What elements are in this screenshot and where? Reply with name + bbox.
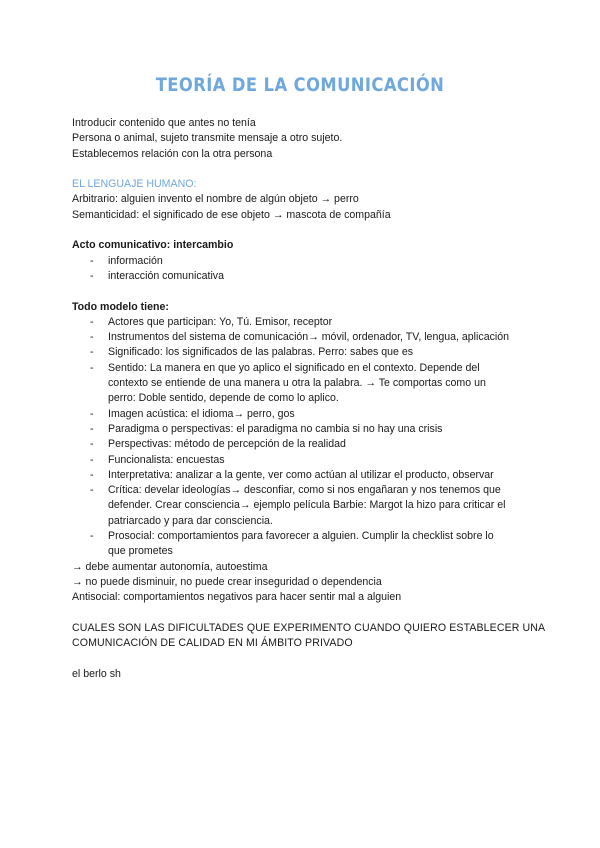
question-line: CUALES SON LAS DIFICULTADES QUE EXPERIMENTO CUANDO QUIERO ESTABLECER UNA	[72, 621, 546, 634]
list-item-line: - Perspectivas: método de percepción de la realidad	[108, 438, 346, 451]
intro-line: Introducir contenido que antes no tenía	[72, 117, 256, 129]
modelo-after-line: → debe aumentar autonomía, autoestima	[72, 560, 268, 573]
list-item-line: - Actores que participan: Yo, Tú. Emisor, receptor	[108, 315, 333, 328]
intro-line: Establecemos relación con la otra persona	[72, 147, 273, 160]
list-item: - interacción comunicativa	[72, 269, 532, 284]
list-item-line: - Paradigma o perspectivas: el paradigma no cambia si no hay una crisis	[108, 422, 443, 435]
acto-list	[72, 254, 532, 285]
list-item	[72, 345, 532, 360]
page-title: TEORÍA DE LA COMUNICACIÓN	[155, 74, 445, 96]
modelo-after-line: Antisocial: comportamientos negativos para hacer sentir mal a alguien	[72, 591, 402, 604]
list-item-line: defender. Crear consciencia→ ejemplo película Barbie: Margot la hizo para criticar el	[108, 499, 506, 512]
intro-section	[72, 116, 532, 162]
acto-section	[72, 238, 532, 284]
list-item	[72, 315, 532, 330]
list-item-line: contexto se entiende de una manera u otra la palabra. → Te comportas como un	[108, 377, 486, 390]
list-item-line: - Prosocial: comportamientos para favorecer a alguien. Cumplir la checklist sobre lo	[108, 530, 494, 543]
list-item-line: - Crítica: develar ideologías→ desconfiar, como si nos engañaran y nos tenemos que	[108, 484, 501, 497]
list-item-line: patriarcado y para dar consciencia.	[108, 514, 273, 527]
list-item	[72, 529, 532, 560]
modelo-after-line: → no puede disminuir, no puede crear inseguridad o dependencia	[72, 575, 382, 588]
modelo-section	[72, 300, 532, 606]
list-item	[72, 330, 532, 345]
lenguaje-section	[72, 177, 532, 223]
list-item	[72, 361, 532, 407]
question-section	[72, 621, 546, 652]
question-line: COMUNICACIÓN DE CALIDAD EN MI ÁMBITO PRIVADO	[72, 637, 353, 650]
list-item-line: - Sentido: La manera en que yo aplico el significado en el contexto. Depende del	[108, 361, 480, 374]
list-item-line: - Funcionalista: encuestas	[108, 453, 225, 466]
list-item-line: - Instrumentos del sistema de comunicación→ móvil, ordenador, TV, lengua, aplicación	[108, 331, 510, 344]
list-item	[72, 483, 532, 529]
lenguaje-line: Arbitrario: alguien invento el nombre de algún objeto → perro	[72, 193, 359, 206]
list-item-line: - Significado: los significados de las palabras. Perro: sabes que es	[108, 346, 414, 359]
lenguaje-heading: EL LENGUAJE HUMANO:	[72, 178, 197, 191]
list-item	[72, 453, 532, 468]
list-item	[72, 422, 532, 437]
list-item-line: - Interpretativa: analizar a la gente, ver como actúan al utilizar el producto, observar	[108, 468, 494, 481]
list-item-line: que prometes	[108, 545, 173, 558]
document-body	[72, 116, 546, 682]
modelo-list	[72, 315, 532, 560]
modelo-heading: Todo modelo tiene:	[72, 300, 169, 313]
list-item	[72, 437, 532, 452]
list-item-line: - Imagen acústica: el idioma→ perro, gos	[108, 407, 295, 420]
lenguaje-line: Semanticidad: el significado de ese objeto → mascota de compañía	[72, 208, 391, 221]
acto-heading: Acto comunicativo: intercambio	[72, 239, 234, 252]
closing-line: el berlo sh	[72, 667, 121, 680]
list-item: - información	[72, 254, 532, 269]
intro-line: Persona o animal, sujeto transmite mensaje a otro sujeto.	[72, 132, 343, 145]
list-item-line: perro: Doble sentido, depende de como lo aplico.	[108, 392, 339, 405]
list-item	[72, 407, 532, 422]
list-item	[72, 468, 532, 483]
